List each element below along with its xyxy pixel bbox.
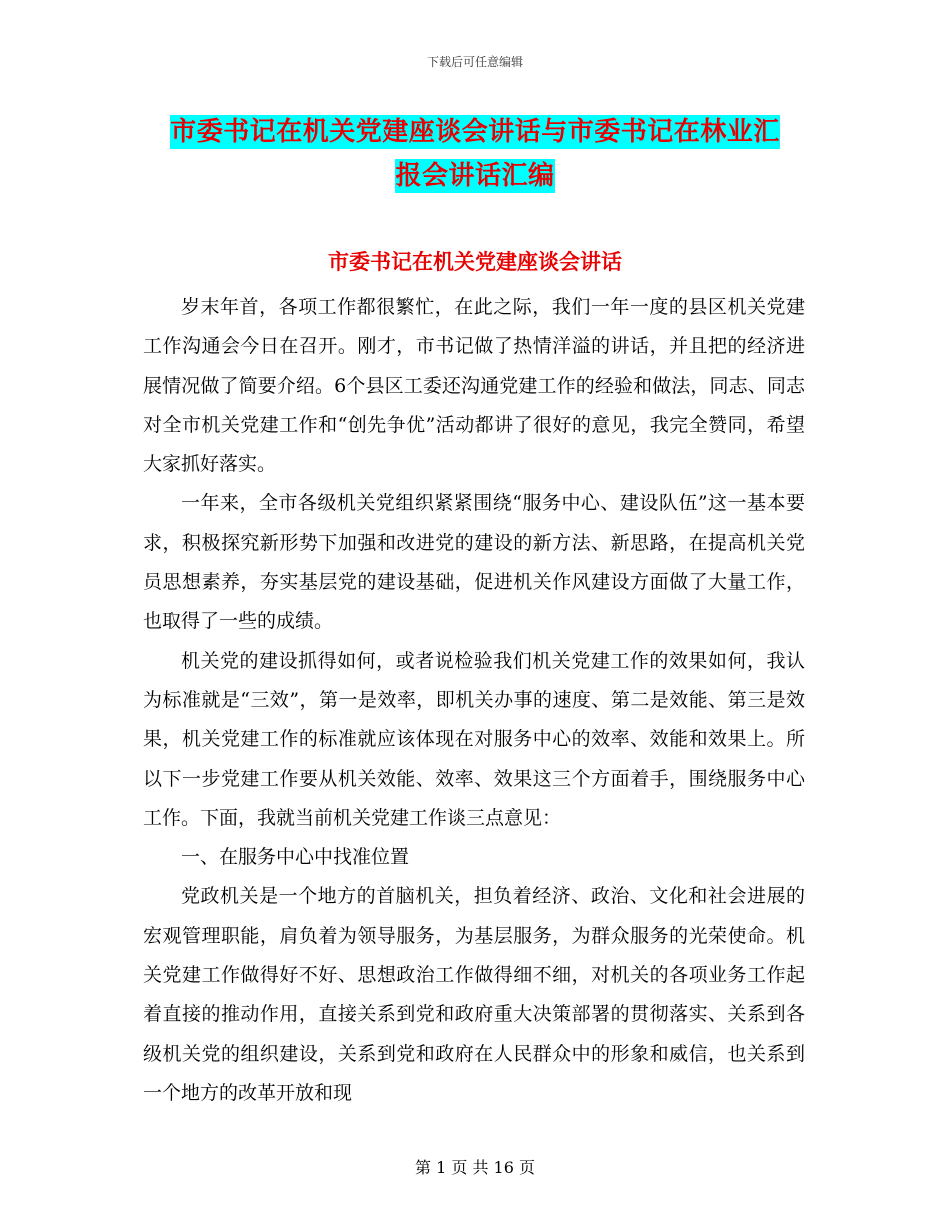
paragraph: 党政机关是一个地方的首脑机关，担负着经济、政治、文化和社会进展的宏观管理职能，肩负着为领导服务，为基层服务，为群众服务的光荣使命。机关党建工作做得好不好、思想政治工作做得细不细，对机关的各项业务工作起着直接的推动作用，直接关系到党和政府重大决策部署的贯彻落实、关系到各级机关党的组织建设，关系到党和政府在人民群众中的形象和威信，也关系到一个地方的改革开放和现: [143, 885, 805, 1104]
section-title: 市委书记在机关党建座谈会讲话: [328, 249, 622, 274]
header-note: 下载后可任意编辑: [426, 55, 523, 69]
body-text: [143, 288, 805, 1113]
title-line-1: 市委书记在机关党建座谈会讲话与市委书记在林业汇: [170, 117, 780, 147]
paragraph: 一年来，全市各级机关党组织紧紧围绕“服务中心、建设队伍”这一基本要求，积极探究新形势下加强和改进党的建设的新方法、新思路，在提高机关党员思想素养，夯实基层党的建设基础，促进机关作风建设方面做了大量工作，也取得了一些的成绩。: [143, 492, 805, 633]
section-heading: 一、在服务中心中找准位置: [181, 846, 410, 869]
title-line-2: 报会讲话汇编: [395, 161, 555, 191]
paragraph: 机关党的建设抓得如何，或者说检验我们机关党建工作的效果如何，我认为标准就是“三效”，第一是效率，即机关办事的速度、第二是效能、第三是效果，机关党建工作的标准就应该体现在对服务中心的效率、效能和效果上。所以下一步党建工作要从机关效能、效率、效果这三个方面着手，围绕服务中心工作。下面，我就当前机关党建工作谈三点意见：: [143, 649, 805, 829]
page-number: 第 1 页 共 16 页: [415, 1158, 535, 1177]
document-title: [140, 110, 810, 198]
paragraph: 岁末年首，各项工作都很繁忙，在此之际，我们一年一度的县区机关党建工作沟通会今日在召开。刚才，市书记做了热情洋溢的讲话，并且把的经济进展情况做了简要介绍。6个县区工委还沟通党建工作的经验和做法，同志、同志对全市机关党建工作和“创先争优”活动都讲了很好的意见，我完全赞同，希望大家抓好落实。: [143, 296, 805, 476]
